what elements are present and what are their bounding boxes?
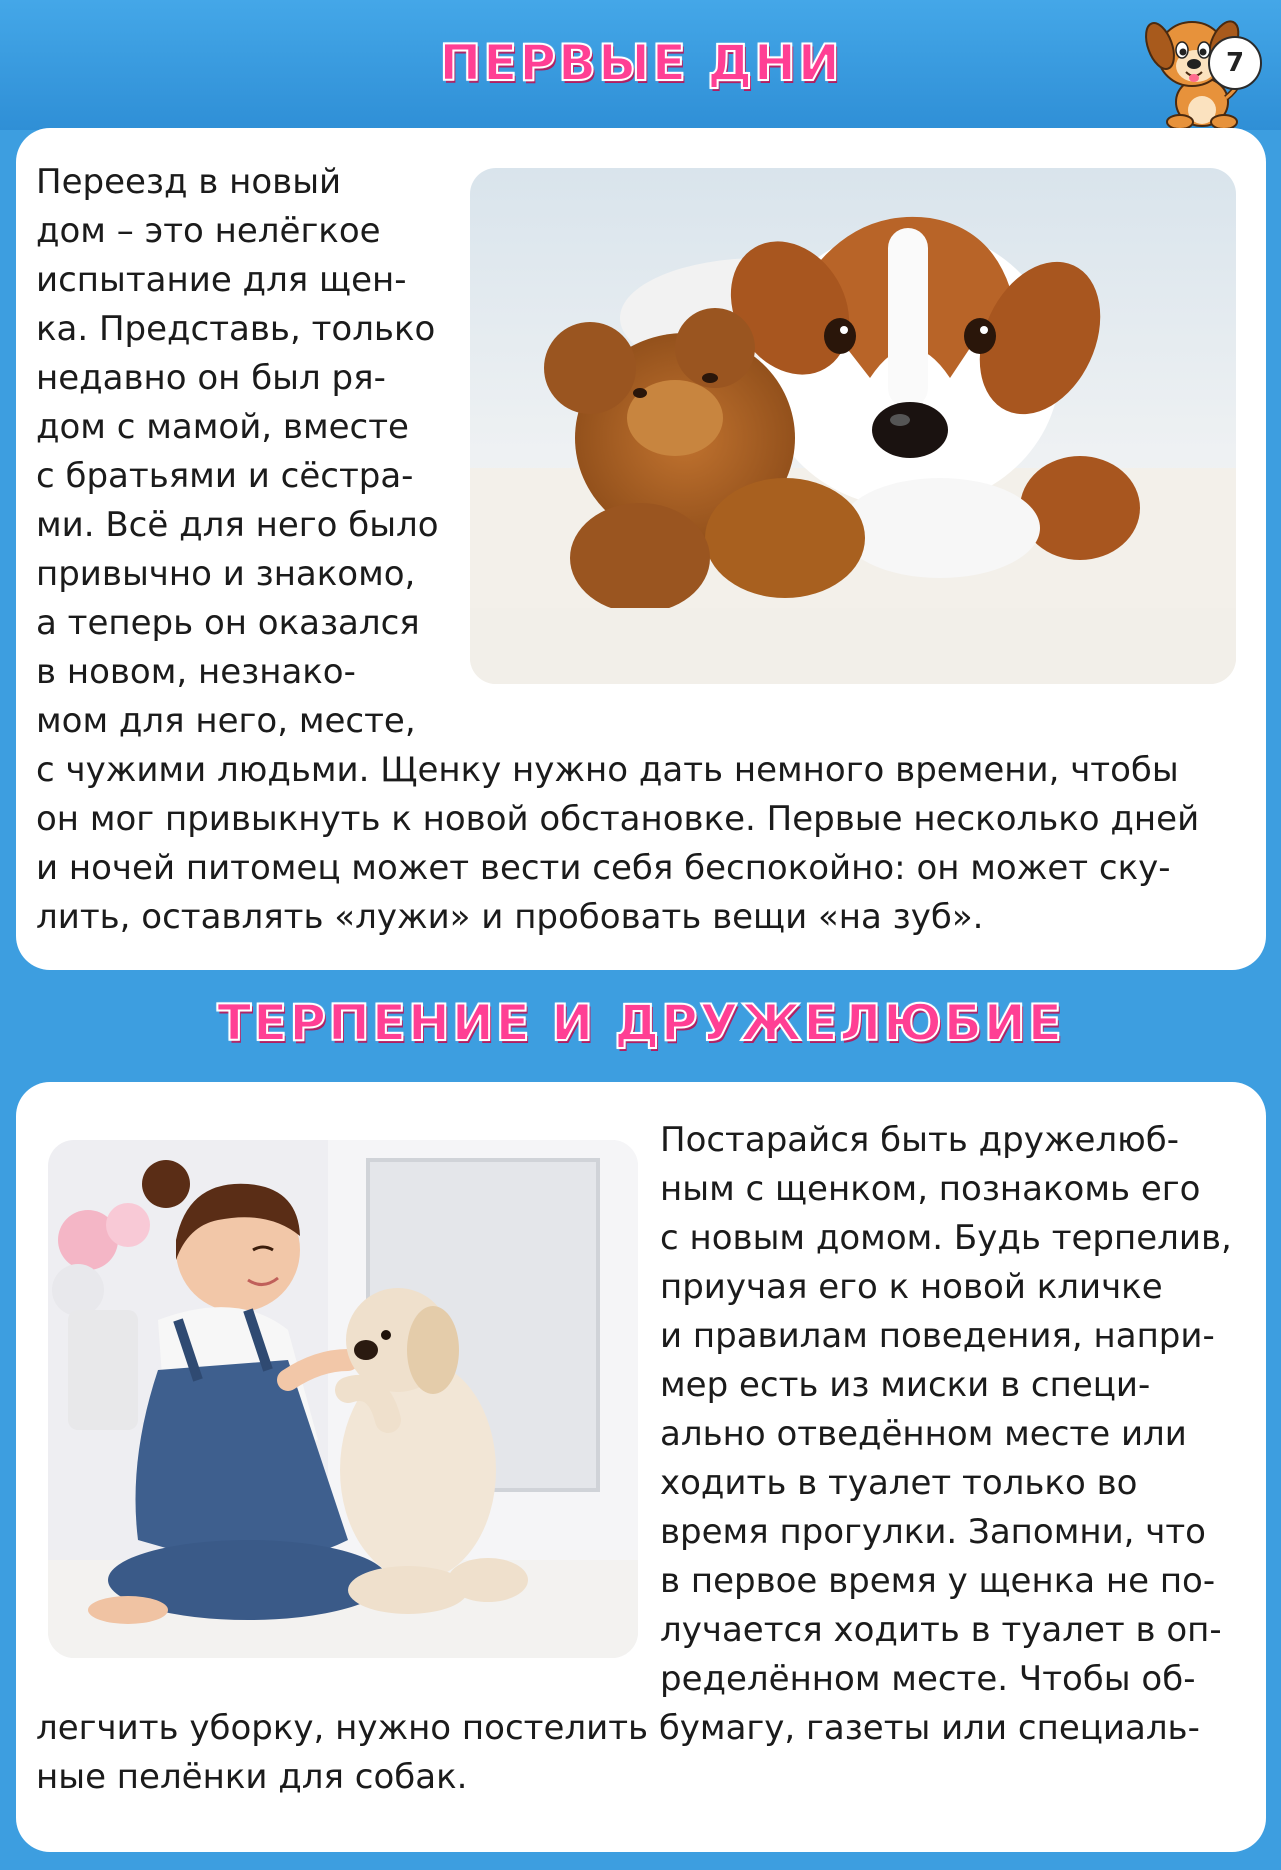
text-line: ходить в туалет только во xyxy=(660,1463,1138,1503)
text-line: мом для него, месте, xyxy=(36,701,416,741)
section1-text xyxy=(36,158,1199,942)
text-line: ально отведённом месте или xyxy=(660,1414,1187,1454)
text-line: легчить уборку, нужно постелить бумагу, газеты или специаль- xyxy=(36,1708,1200,1748)
text-line: ределённом месте. Чтобы об- xyxy=(660,1659,1196,1699)
text-line: и ночей питомец может вести себя беспокойно: он может ску- xyxy=(36,848,1171,888)
text-line: привычно и знакомо, xyxy=(36,554,416,594)
text-line: Переезд в новый xyxy=(36,162,342,202)
text-line: в первое время у щенка не по- xyxy=(660,1561,1216,1601)
girl-with-puppy-photo xyxy=(48,1140,638,1658)
text-line: ным с щенком, познакомь его xyxy=(660,1169,1201,1209)
text-line: Постарайся быть дружелюб- xyxy=(660,1120,1179,1160)
text-line: дом – это нелёгкое xyxy=(36,211,381,251)
section2-text-right xyxy=(660,1116,1232,1704)
page-number: 7 xyxy=(1208,36,1262,90)
text-line: испытание для щен- xyxy=(36,260,407,300)
section2-text-bottom xyxy=(36,1704,1200,1802)
text-line: с братьями и сёстра- xyxy=(36,456,414,496)
text-line: и правилам поведения, напри- xyxy=(660,1316,1215,1356)
text-line: он мог привыкнуть к новой обстановке. Первые несколько дней xyxy=(36,799,1200,839)
text-line: с чужими людьми. Щенку нужно дать немного времени, чтобы xyxy=(36,750,1179,790)
text-line: ные пелёнки для собак. xyxy=(36,1757,468,1797)
text-line: мер есть из миски в специ- xyxy=(660,1365,1151,1405)
text-line: недавно он был ря- xyxy=(36,358,386,398)
text-line: а теперь он оказался xyxy=(36,603,420,643)
text-line: лить, оставлять «лужи» и пробовать вещи «на зуб». xyxy=(36,897,984,937)
text-line: дом с мамой, вместе xyxy=(36,407,409,447)
text-line: лучается ходить в туалет в оп- xyxy=(660,1610,1222,1650)
text-line: время прогулки. Запомни, что xyxy=(660,1512,1206,1552)
text-line: с новым домом. Будь терпелив, xyxy=(660,1218,1232,1258)
section-title-first-days: ПЕРВЫЕ ДНИ xyxy=(439,34,842,92)
text-line: ми. Всё для него было xyxy=(36,505,439,545)
text-line: в новом, незнако- xyxy=(36,652,356,692)
section-title-patience-friendliness: ТЕРПЕНИЕ И ДРУЖЕЛЮБИЕ xyxy=(217,994,1064,1052)
text-line: ка. Представь, только xyxy=(36,309,436,349)
text-line: приучая его к новой кличке xyxy=(660,1267,1163,1307)
